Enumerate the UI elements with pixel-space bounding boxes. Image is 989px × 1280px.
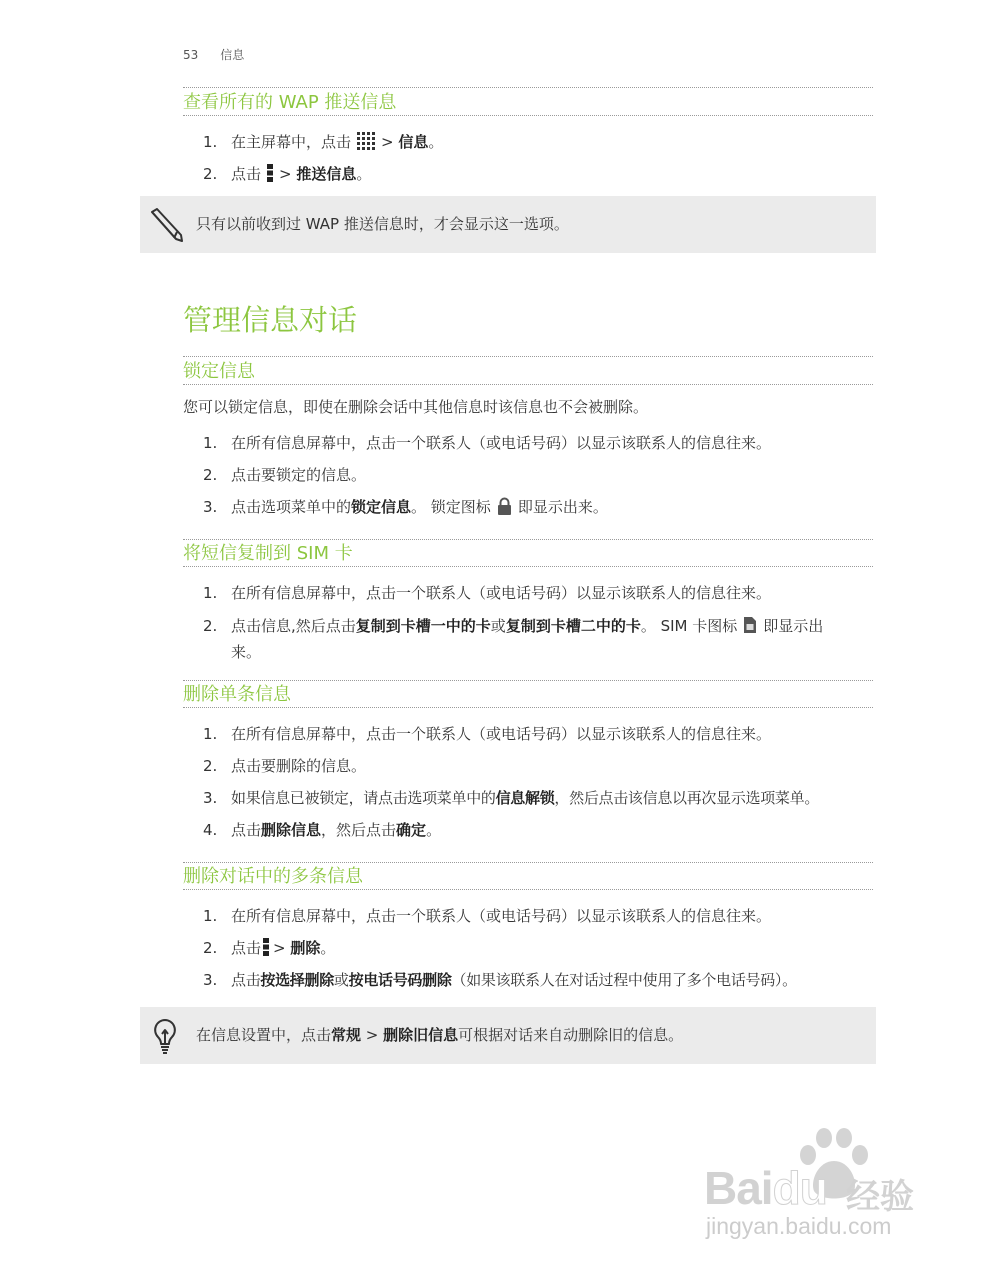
page-number: 53 <box>183 48 199 62</box>
note-text: 只有以前收到过 WAP 推送信息时，才会显示这一选项。 <box>196 215 569 233</box>
list-item: 1. 在所有信息屏幕中，点击一个联系人（或电话号码）以显示该联系人的信息往来。 <box>203 434 772 452</box>
watermark <box>700 1125 940 1245</box>
list-item: 1. 在所有信息屏幕中，点击一个联系人（或电话号码）以显示该联系人的信息往来。 <box>203 725 772 743</box>
list-item: 1. 在所有信息屏幕中，点击一个联系人（或电话号码）以显示该联系人的信息往来。 <box>203 584 772 602</box>
apps-grid-icon <box>357 132 375 156</box>
more-options-icon <box>267 164 273 188</box>
list-item: 2. 点击要锁定的信息。 <box>203 466 367 484</box>
subsection-title-lock: 锁定信息 <box>183 361 255 382</box>
divider <box>183 566 873 567</box>
page-header <box>183 46 244 63</box>
section-title-wap: 查看所有的 WAP 推送信息 <box>183 92 397 113</box>
note-box <box>140 196 876 253</box>
subsection-title-delete-single: 删除单条信息 <box>183 684 291 705</box>
divider <box>183 384 873 385</box>
watermark-word: 经验 <box>846 1177 914 1217</box>
page-name: 信息 <box>220 48 245 62</box>
list-item: 2. 点击信息,然后点击复制到卡槽一中的卡或复制到卡槽二中的卡。 SIM 卡图标 即显示出 来。 <box>203 617 824 661</box>
list-item: 2. 点击 > 推送信息。 <box>203 163 875 188</box>
divider <box>183 356 873 357</box>
subsection-title-delete-multiple: 删除对话中的多条信息 <box>183 866 363 887</box>
divider <box>183 707 873 708</box>
tip-text: 在信息设置中，点击常规 > 删除旧信息可根据对话来自动删除旧的信息。 <box>196 1026 684 1044</box>
subsection-title-sim: 将短信复制到 SIM 卡 <box>183 543 353 564</box>
lightbulb-icon <box>152 1018 178 1058</box>
watermark-url: jingyan.baidu.com <box>706 1213 892 1239</box>
divider <box>183 539 873 540</box>
watermark-brand: Baidu <box>704 1162 827 1214</box>
list-item: 3. 如果信息已被锁定，请点击选项菜单中的信息解锁，然后点击该信息以再次显示选项菜单。 <box>203 789 820 807</box>
list-item: 2. 点击 > 删除。 <box>203 937 875 962</box>
divider <box>183 889 873 890</box>
sim-card-icon <box>743 616 757 641</box>
lock-icon <box>497 497 512 521</box>
pencil-icon <box>148 206 184 246</box>
tip-box <box>140 1007 876 1064</box>
list-item: 3. 点击选项菜单中的锁定信息。 锁定图标 即显示出来。 <box>203 496 875 521</box>
more-options-icon <box>263 938 269 962</box>
list-item: 1. 在所有信息屏幕中，点击一个联系人（或电话号码）以显示该联系人的信息往来。 <box>203 907 772 925</box>
divider <box>183 680 873 681</box>
section-heading: 管理信息对话 <box>183 303 358 337</box>
list-item: 4. 点击删除信息，然后点击确定。 <box>203 821 442 839</box>
divider <box>183 115 873 116</box>
list-item: 2. 点击要删除的信息。 <box>203 757 367 775</box>
list-item: 3. 点击按选择删除或按电话号码删除（如果该联系人在对话过程中使用了多个电话号码）。 <box>203 971 797 989</box>
lock-intro: 您可以锁定信息，即使在删除会话中其他信息时该信息也不会被删除。 <box>183 398 649 416</box>
list-item: 1. 在主屏幕中，点击 > 信息。 <box>203 131 875 156</box>
divider <box>183 87 873 88</box>
divider <box>183 862 873 863</box>
